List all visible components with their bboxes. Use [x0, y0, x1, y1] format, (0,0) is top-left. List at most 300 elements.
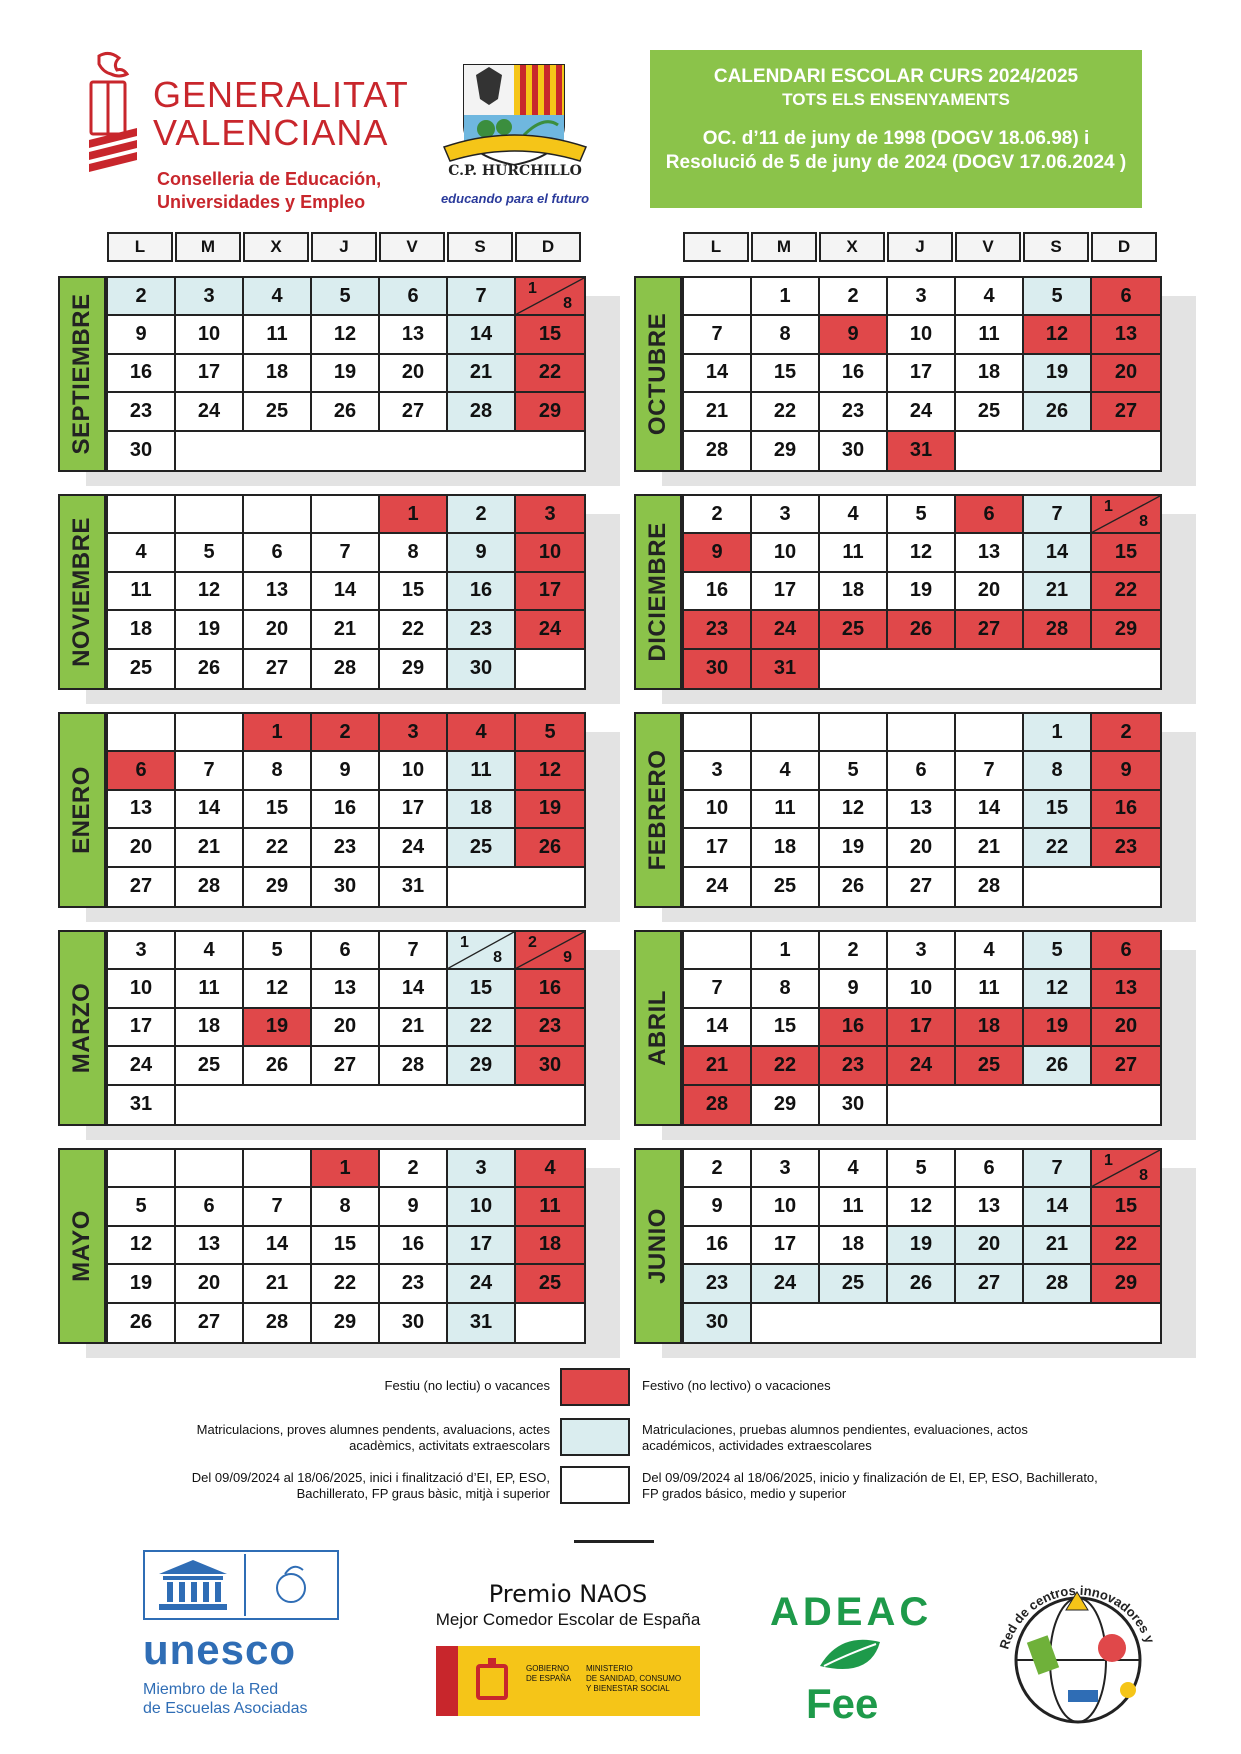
month-grid: [682, 930, 1162, 1126]
day-cell: 2: [312, 714, 380, 752]
day-cell: 16: [516, 970, 584, 1008]
day-cell: 9: [108, 316, 176, 354]
unesco-subtitle: Miembro de la Red de Escuelas Asociadas: [143, 1681, 308, 1717]
empty-cell: [312, 496, 380, 534]
day-cell: 11: [448, 752, 516, 790]
day-cell: 17: [380, 791, 448, 829]
day-cell: 29: [752, 432, 820, 470]
month-label: [634, 712, 682, 908]
day-cell: 17: [516, 573, 584, 611]
ministerio-text: MINISTERIO DE SANIDAD, CONSUMO Y BIENESTAR SOCIAL: [586, 1664, 682, 1693]
day-cell: 19: [312, 355, 380, 393]
gobierno-espana-band: [436, 1646, 700, 1716]
day-cell: 19: [1024, 1009, 1092, 1047]
naos-title: Premio NAOS: [488, 1580, 648, 1608]
day-cell: 17: [448, 1227, 516, 1265]
day-cell: 31: [448, 1304, 516, 1342]
day-cell: 17: [888, 355, 956, 393]
month-name: NOVIEMBRE: [68, 517, 95, 667]
day-cell: 29: [380, 650, 448, 688]
regulation-line-1: OC. d’11 de juny de 1998 (DOGV 18.06.98) i: [702, 128, 1090, 149]
month-mayo: [58, 1148, 600, 1344]
day-cell: 25: [956, 393, 1024, 431]
empty-cell: [176, 432, 584, 470]
day-cell: 28: [1024, 611, 1092, 649]
day-cell: 15: [380, 573, 448, 611]
day-cell: 14: [312, 573, 380, 611]
day-cell: 6: [956, 496, 1024, 534]
month-grid: [106, 712, 586, 908]
day-cell: 19: [108, 1265, 176, 1303]
day-cell: 10: [448, 1188, 516, 1226]
day-cell: 12: [176, 573, 244, 611]
day-cell: 28: [1024, 1265, 1092, 1303]
weekday-l: L: [683, 232, 749, 262]
day-cell: 5: [888, 496, 956, 534]
day-cell: 3: [516, 496, 584, 534]
day-cell: 24: [888, 393, 956, 431]
day-cell: 24: [380, 829, 448, 867]
month-name: MAYO: [68, 1210, 95, 1282]
legend-text-valencian: Del 09/09/2024 al 18/06/2025, inici i finalització d’EI, EP, ESO, Bachillerato, FP graus bàsic, mitjà i superior: [191, 1470, 550, 1501]
empty-cell: [956, 714, 1024, 752]
day-cell: 2: [448, 496, 516, 534]
empty-cell: [176, 1086, 584, 1124]
empty-cell: [684, 932, 752, 970]
diagonal-divider: [1092, 1150, 1160, 1186]
empty-cell: [888, 714, 956, 752]
day-cell: 21: [1024, 573, 1092, 611]
red-centros-logo: [978, 1540, 1178, 1740]
diagonal-divider: [448, 932, 514, 968]
fee-wordmark: Fee: [806, 1680, 879, 1727]
day-cell: 8: [244, 752, 312, 790]
day-cell: 7: [956, 752, 1024, 790]
spain-flag-stripe: [436, 1646, 458, 1716]
weekday-m: M: [175, 232, 241, 262]
day-cell: 22: [312, 1265, 380, 1303]
day-cell: 16: [684, 573, 752, 611]
day-cell: 5: [176, 534, 244, 572]
day-cell: 4: [820, 496, 888, 534]
day-cell-split: [516, 278, 584, 316]
day-number-second: 9: [563, 949, 572, 967]
day-cell: 8: [752, 316, 820, 354]
day-cell: 4: [244, 278, 312, 316]
day-cell: 14: [244, 1227, 312, 1265]
day-cell: 21: [176, 829, 244, 867]
weekday-x: X: [243, 232, 309, 262]
day-cell: 18: [448, 791, 516, 829]
day-cell: 17: [752, 573, 820, 611]
day-cell: 9: [312, 752, 380, 790]
school-shield-icon: [424, 55, 606, 165]
day-cell: 23: [108, 393, 176, 431]
day-cell: 22: [448, 1009, 516, 1047]
day-cell: 30: [684, 1304, 752, 1342]
empty-cell: [684, 278, 752, 316]
day-cell: 27: [1092, 393, 1160, 431]
day-cell: 6: [888, 752, 956, 790]
legend-text-valencian: Festiu (no lectiu) o vacances: [384, 1378, 550, 1393]
day-cell: 4: [108, 534, 176, 572]
day-cell: 30: [820, 1086, 888, 1124]
day-cell: 15: [516, 316, 584, 354]
day-cell: 21: [1024, 1227, 1092, 1265]
day-cell: 14: [176, 791, 244, 829]
day-cell: 3: [752, 496, 820, 534]
day-cell: 6: [380, 278, 448, 316]
day-cell: 9: [684, 1188, 752, 1226]
weekday-header-left: [107, 232, 583, 262]
day-cell: 13: [888, 791, 956, 829]
day-cell: 20: [244, 611, 312, 649]
legend-text-spanish: Del 09/09/2024 al 18/06/2025, inicio y finalización de EI, EP, ESO, Bachillerato, FP grados básico, medio y superior: [642, 1470, 1098, 1501]
day-cell: 14: [1024, 534, 1092, 572]
day-cell: 3: [448, 1150, 516, 1188]
day-cell: 27: [312, 1047, 380, 1085]
leaf-icon: [810, 1636, 890, 1682]
day-cell: 4: [956, 932, 1024, 970]
generalitat-logo: [85, 48, 415, 212]
day-cell: 21: [684, 393, 752, 431]
separator-line: [574, 1540, 654, 1543]
empty-cell: [820, 650, 1160, 688]
weekday-header-right: [683, 232, 1159, 262]
day-cell: 4: [956, 278, 1024, 316]
day-cell: 19: [888, 1227, 956, 1265]
day-cell: 22: [1092, 573, 1160, 611]
day-cell: 27: [956, 611, 1024, 649]
day-cell: 27: [380, 393, 448, 431]
day-cell: 20: [1092, 355, 1160, 393]
month-name: DICIEMBRE: [644, 522, 671, 662]
day-cell: 22: [516, 355, 584, 393]
day-cell: 7: [380, 932, 448, 970]
day-cell: 26: [176, 650, 244, 688]
day-cell: 24: [752, 611, 820, 649]
day-number-first: 2: [528, 934, 537, 951]
day-cell: 22: [1092, 1227, 1160, 1265]
weekday-v: V: [379, 232, 445, 262]
day-cell: 18: [820, 1227, 888, 1265]
day-cell: 5: [1024, 932, 1092, 970]
weekday-x: X: [819, 232, 885, 262]
day-cell: 3: [176, 278, 244, 316]
diagonal-divider: [516, 932, 584, 968]
day-cell: 13: [1092, 316, 1160, 354]
month-name: OCTUBRE: [644, 312, 671, 436]
day-cell: 13: [956, 534, 1024, 572]
day-cell-split: [448, 932, 516, 970]
day-cell: 23: [380, 1265, 448, 1303]
day-cell: 21: [244, 1265, 312, 1303]
day-cell: 11: [108, 573, 176, 611]
day-cell: 3: [752, 1150, 820, 1188]
day-cell: 14: [956, 791, 1024, 829]
day-cell: 11: [956, 316, 1024, 354]
calendar-title-box: [650, 50, 1142, 208]
school-logo: [424, 55, 606, 211]
day-cell: 14: [448, 316, 516, 354]
day-cell: 23: [448, 611, 516, 649]
day-cell: 2: [108, 278, 176, 316]
month-noviembre: [58, 494, 600, 690]
unesco-temple-icon: [145, 1552, 337, 1618]
day-cell: 9: [1092, 752, 1160, 790]
empty-cell: [956, 432, 1160, 470]
day-cell: 4: [448, 714, 516, 752]
day-cell: 14: [380, 970, 448, 1008]
day-cell: 15: [752, 355, 820, 393]
day-cell: 18: [176, 1009, 244, 1047]
day-cell: 11: [820, 1188, 888, 1226]
day-cell: 16: [820, 355, 888, 393]
month-octubre: [634, 276, 1176, 472]
legend-swatch: [560, 1466, 630, 1504]
day-cell: 30: [312, 868, 380, 906]
day-cell: 27: [108, 868, 176, 906]
day-cell: 24: [108, 1047, 176, 1085]
legend-swatch: [560, 1418, 630, 1456]
day-cell: 10: [888, 970, 956, 1008]
day-cell: 20: [956, 1227, 1024, 1265]
empty-cell: [176, 1150, 244, 1188]
month-septiembre: [58, 276, 600, 472]
day-cell: 27: [888, 868, 956, 906]
day-cell: 18: [752, 829, 820, 867]
day-cell: 17: [684, 829, 752, 867]
weekday-d: D: [1091, 232, 1157, 262]
day-cell: 27: [956, 1265, 1024, 1303]
calendar-subtitle: TOTS ELS ENSENYAMENTS: [782, 90, 1010, 109]
day-cell: 31: [888, 432, 956, 470]
day-cell: 29: [516, 393, 584, 431]
day-cell: 6: [1092, 932, 1160, 970]
day-cell: 10: [752, 534, 820, 572]
day-cell: 7: [1024, 496, 1092, 534]
empty-cell: [448, 868, 584, 906]
day-cell: 6: [108, 752, 176, 790]
day-cell: 29: [752, 1086, 820, 1124]
day-cell: 6: [1092, 278, 1160, 316]
day-cell: 21: [312, 611, 380, 649]
adeac-wordmark: ADEAC: [770, 1590, 933, 1634]
day-cell: 27: [244, 650, 312, 688]
day-cell: 18: [244, 355, 312, 393]
spain-coat-of-arms-icon: [470, 1656, 514, 1706]
weekday-d: D: [515, 232, 581, 262]
legend-row: [130, 1378, 1130, 1422]
day-cell: 13: [244, 573, 312, 611]
month-name: SEPTIEMBRE: [68, 293, 95, 455]
day-cell: 11: [176, 970, 244, 1008]
day-cell: 3: [380, 714, 448, 752]
day-cell: 2: [684, 1150, 752, 1188]
day-cell: 26: [1024, 1047, 1092, 1085]
day-cell: 20: [956, 573, 1024, 611]
day-cell: 1: [752, 932, 820, 970]
month-abril: [634, 930, 1176, 1126]
unesco-wordmark: unesco: [143, 1626, 297, 1673]
empty-cell: [820, 714, 888, 752]
day-cell: 11: [752, 791, 820, 829]
month-enero: [58, 712, 600, 908]
diagonal-divider: [1092, 496, 1160, 532]
adeac-fee-logo: [770, 1590, 933, 1730]
day-cell: 11: [956, 970, 1024, 1008]
day-cell: 24: [752, 1265, 820, 1303]
day-cell: 28: [380, 1047, 448, 1085]
day-cell: 7: [244, 1188, 312, 1226]
month-junio: [634, 1148, 1176, 1344]
day-cell: 29: [312, 1304, 380, 1342]
day-cell: 26: [888, 611, 956, 649]
day-cell: 6: [244, 534, 312, 572]
day-cell: 4: [820, 1150, 888, 1188]
school-name: C.P. HURCHILLO: [448, 163, 582, 179]
day-cell: 3: [684, 752, 752, 790]
legend-row: [130, 1420, 1130, 1464]
day-cell: 23: [684, 1265, 752, 1303]
month-label: [634, 1148, 682, 1344]
day-cell: 9: [820, 316, 888, 354]
empty-cell: [516, 650, 584, 688]
weekday-v: V: [955, 232, 1021, 262]
day-cell: 10: [380, 752, 448, 790]
legend-text-spanish: Festivo (no lectivo) o vacaciones: [642, 1378, 831, 1393]
day-cell: 26: [820, 868, 888, 906]
day-number-second: 8: [1139, 1167, 1148, 1185]
day-cell: 30: [820, 432, 888, 470]
day-number-second: 8: [493, 949, 502, 967]
day-cell: 24: [176, 393, 244, 431]
empty-cell: [244, 1150, 312, 1188]
day-cell: 20: [380, 355, 448, 393]
day-cell: 26: [1024, 393, 1092, 431]
day-cell: 25: [108, 650, 176, 688]
day-cell: 16: [448, 573, 516, 611]
day-cell: 25: [244, 393, 312, 431]
day-cell: 31: [108, 1086, 176, 1124]
day-cell: 23: [684, 611, 752, 649]
month-grid: [682, 712, 1162, 908]
day-cell: 2: [684, 496, 752, 534]
month-label: [634, 930, 682, 1126]
day-cell: 7: [312, 534, 380, 572]
day-cell: 15: [1092, 534, 1160, 572]
month-grid: [682, 1148, 1162, 1344]
day-cell: 6: [956, 1150, 1024, 1188]
day-cell: 9: [820, 970, 888, 1008]
month-grid: [682, 494, 1162, 690]
weekday-l: L: [107, 232, 173, 262]
day-cell: 8: [1024, 752, 1092, 790]
day-cell: 18: [516, 1227, 584, 1265]
day-cell: 30: [448, 650, 516, 688]
day-cell: 12: [888, 1188, 956, 1226]
day-cell: 5: [516, 714, 584, 752]
day-cell: 24: [684, 868, 752, 906]
day-cell: 11: [516, 1188, 584, 1226]
day-cell: 17: [752, 1227, 820, 1265]
day-cell: 15: [448, 970, 516, 1008]
day-cell: 2: [820, 932, 888, 970]
weekday-j: J: [887, 232, 953, 262]
day-cell: 9: [684, 534, 752, 572]
weekday-j: J: [311, 232, 377, 262]
weekday-s: S: [447, 232, 513, 262]
day-cell: 1: [312, 1150, 380, 1188]
day-cell: 19: [888, 573, 956, 611]
day-cell: 16: [684, 1227, 752, 1265]
day-cell: 28: [312, 650, 380, 688]
day-cell: 23: [820, 1047, 888, 1085]
day-cell: 28: [684, 1086, 752, 1124]
day-cell: 21: [448, 355, 516, 393]
day-cell: 30: [684, 650, 752, 688]
gobierno-text: GOBIERNO DE ESPAÑA: [526, 1664, 572, 1683]
empty-cell: [752, 714, 820, 752]
month-name: MARZO: [68, 982, 95, 1074]
day-cell: 22: [380, 611, 448, 649]
month-grid: [106, 494, 586, 690]
day-cell: 3: [108, 932, 176, 970]
empty-cell: [888, 1086, 1160, 1124]
empty-cell: [684, 714, 752, 752]
day-cell: 8: [752, 970, 820, 1008]
day-cell: 19: [1024, 355, 1092, 393]
day-cell: 13: [108, 791, 176, 829]
day-cell: 16: [1092, 791, 1160, 829]
creative-globe-icon: [978, 1540, 1178, 1740]
day-cell: 28: [244, 1304, 312, 1342]
unesco-logo: [143, 1550, 343, 1735]
day-cell: 2: [820, 278, 888, 316]
month-label: [58, 930, 106, 1126]
day-cell: 12: [312, 316, 380, 354]
day-cell: 24: [888, 1047, 956, 1085]
day-cell: 20: [108, 829, 176, 867]
day-cell: 12: [244, 970, 312, 1008]
day-cell: 5: [108, 1188, 176, 1226]
day-cell: 22: [1024, 829, 1092, 867]
legend-text-spanish: Matriculaciones, pruebas alumnos pendientes, evaluaciones, actos académicos, actividades extraescolares: [642, 1422, 1028, 1453]
day-cell: 18: [956, 355, 1024, 393]
day-cell: 16: [820, 1009, 888, 1047]
day-number-first: 1: [460, 934, 469, 951]
month-label: [58, 712, 106, 908]
day-cell: 28: [956, 868, 1024, 906]
day-cell: 13: [1092, 970, 1160, 1008]
day-cell: 15: [244, 791, 312, 829]
day-cell: 6: [312, 932, 380, 970]
day-cell-split: [516, 932, 584, 970]
day-cell: 17: [108, 1009, 176, 1047]
day-cell: 9: [380, 1188, 448, 1226]
day-cell: 23: [820, 393, 888, 431]
school-motto: educando para el futuro: [440, 191, 590, 206]
day-cell: 15: [752, 1009, 820, 1047]
day-cell: 1: [380, 496, 448, 534]
month-name: JUNIO: [644, 1208, 671, 1284]
day-cell: 12: [1024, 970, 1092, 1008]
legend-swatch: [560, 1368, 630, 1406]
month-grid: [682, 276, 1162, 472]
day-cell: 10: [752, 1188, 820, 1226]
red-centros-text: Red de centros innovadores y: [996, 1582, 1158, 1651]
day-cell: 17: [888, 1009, 956, 1047]
